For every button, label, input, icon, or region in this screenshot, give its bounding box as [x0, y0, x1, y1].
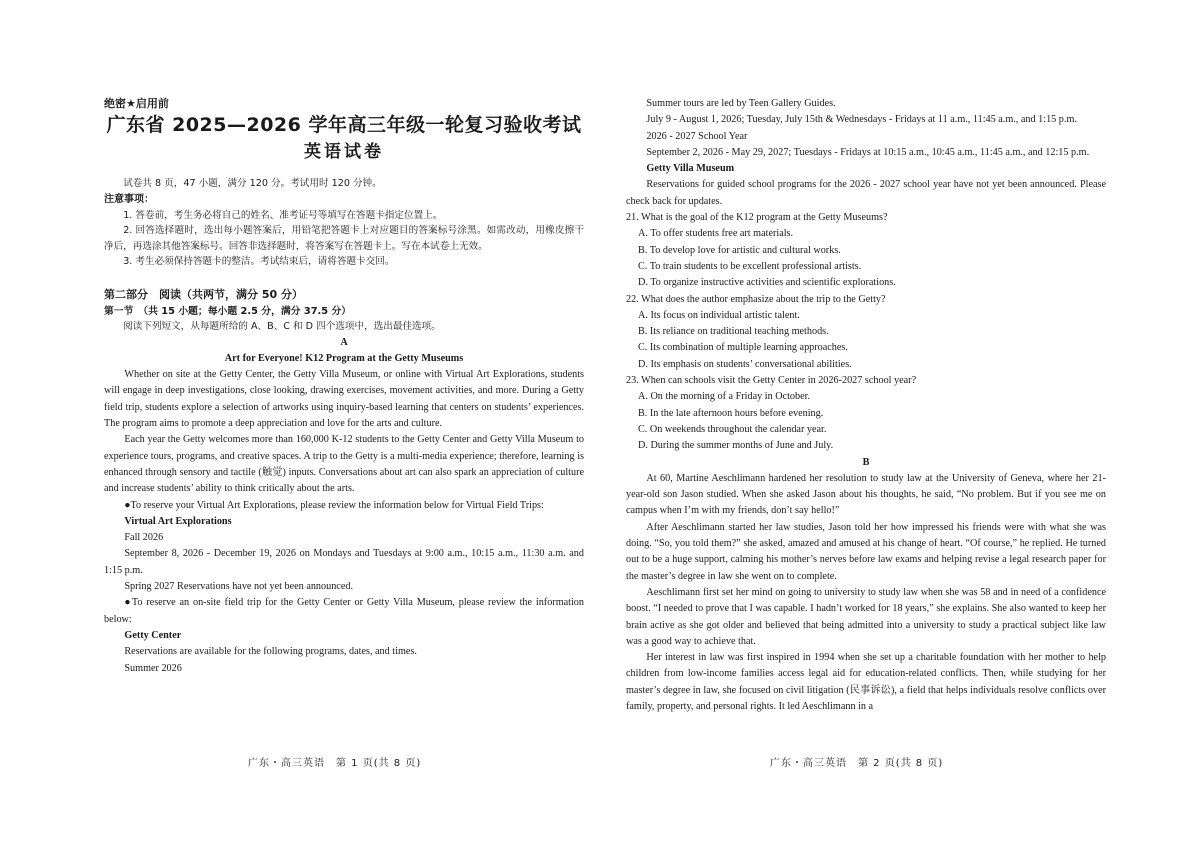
paragraph: After Aeschlimann started her law studies, Jason told her how impressed his friends were with what she was doing. “So, you told them?” she asked, amazed and amused at his change of heart. “Of course,” he replied. He turned out to be a huge support, calming his mother’s nerves before law exams and helping revise a legal research paper for the master’s degree in law she went on to complete.	[626, 521, 1106, 582]
page-footer: 广东・高三英语 第 2 页(共 8 页)	[770, 758, 944, 769]
section-instructions: 阅读下列短文，从每题所给的 A、B、C 和 D 四个选项中，选出最佳选项。	[123, 320, 441, 332]
option-23b: B. In the late afternoon hours before evening.	[638, 407, 824, 419]
paragraph: Each year the Getty welcomes more than 160,000 K-12 students to the Getty Center and Getty Villa Museum to experience tours, programs, and creative spaces. A trip to the Getty is a multi-media experience; therefore, learning is enhanced through sensory and tactile (触觉) inputs. Conversations about art can also spark an appreciation of culture and increase students’ ability to think critically about the arts.	[104, 434, 584, 495]
term-label: 2026 - 2027 School Year	[646, 130, 748, 142]
option-23c: C. On weekends throughout the calendar year.	[638, 423, 827, 435]
notice-item: 2. 回答选择题时，选出每小题答案后，用铅笔把答题卡上对应题目的答案标号涂黑。如需改动，用橡皮擦干净后，再选涂其他答案标号。回答非选择题时，将答案写在答题卡上。写在本试卷上无效。	[104, 225, 584, 252]
subheading: Getty Center	[124, 629, 182, 641]
schedule-text: July 9 - August 1, 2026; Tuesday, July 15th & Wednesdays - Fridays at 11 a.m., 11:45 a.m., and 1:15 p.m.	[646, 114, 1077, 126]
paragraph: Reservations for guided school programs for the 2026 - 2027 school year have not yet been announced. Please check back for updates.	[626, 179, 1106, 207]
option-22b: B. Its reliance on traditional teaching methods.	[638, 326, 829, 338]
section-heading: 第一节 （共 15 小题；每小题 2.5 分，满分 37.5 分）	[104, 305, 352, 317]
passage-label: B	[862, 456, 870, 468]
page-footer: 广东・高三英语 第 1 页(共 8 页)	[248, 758, 422, 769]
exam-info: 试卷共 8 页，47 小题，满分 120 分。考试用时 120 分钟。	[123, 178, 382, 189]
exam-title: 广东省 2025—2026 学年高三年级一轮复习验收考试	[106, 114, 582, 136]
page-2	[626, 96, 1106, 715]
passage-label: A	[340, 336, 348, 348]
subheading: Getty Villa Museum	[646, 163, 735, 175]
notice-item: 1. 答卷前，考生务必将自己的姓名、准考证号等填写在答题卡指定位置上。	[123, 209, 443, 221]
term-label: Summer 2026	[124, 662, 182, 674]
option-21a: A. To offer students free art materials.	[638, 228, 794, 240]
schedule-text: Spring 2027 Reservations have not yet been announced.	[124, 581, 353, 593]
question-21: 21. What is the goal of the K12 program at the Getty Museums?	[626, 212, 888, 224]
option-23a: A. On the morning of a Friday in October.	[638, 391, 811, 403]
question-22: 22. What does the author emphasize about the trip to the Getty?	[626, 293, 886, 305]
schedule-text: September 8, 2026 - December 19, 2026 on Mondays and Tuesdays at 9:00 a.m., 10:15 a.m., 11:30 a.m. and 1:15 p.m.	[104, 548, 584, 576]
paragraph: Reservations are available for the following programs, dates, and times.	[124, 646, 417, 658]
paragraph: Whether on site at the Getty Center, the Getty Villa Museum, or online with Virtual Art Explorations, students will engage in deep investigations, close looking, drawing exercises, movement activities, and more. During a Getty field trip, students explore a selection of artworks using inquiry-based learning that centers on students’ experiences. The program aims to promote a deep appreciation and love for the arts and culture.	[104, 369, 584, 430]
paragraph: Summer tours are led by Teen Gallery Guides.	[646, 98, 836, 109]
option-22d: D. Its emphasis on students’ conversational abilities.	[638, 358, 852, 370]
paragraph: Aeschlimann first set her mind on going to university to study law when she was 58 and in need of a confidence boost. “I needed to prove that I was capable. I hadn’t worked for 18 years,” she explains. She also wanted to keep her brain active as she got older and believed that being admitted into a university to study a practical subject like law was a good way to achieve that.	[626, 586, 1106, 647]
notice-heading: 注意事项：	[104, 193, 154, 205]
schedule-text: September 2, 2026 - May 29, 2027; Tuesdays - Fridays at 10:15 a.m., 10:45 a.m., 11:45 a.m., and 12:15 p.m.	[646, 146, 1090, 158]
secret-label: 绝密★启用前	[104, 97, 169, 110]
exam-subtitle: 英语试卷	[304, 142, 384, 162]
term-label: Fall 2026	[124, 532, 164, 544]
option-21d: D. To organize instructive activities and scientific explorations.	[638, 277, 896, 289]
subheading: Virtual Art Explorations	[124, 515, 232, 527]
option-22a: A. Its focus on individual artistic talent.	[638, 309, 800, 321]
option-23d: D. During the summer months of June and July.	[638, 440, 834, 452]
option-22c: C. Its combination of multiple learning approaches.	[638, 342, 848, 354]
bullet-paragraph: ●To reserve an on-site field trip for the Getty Center or Getty Villa Museum, please review the information below:	[104, 597, 584, 625]
bullet-paragraph: ●To reserve your Virtual Art Explorations, please review the information below for Virtual Field Trips:	[124, 499, 544, 511]
part-heading: 第二部分 阅读（共两节，满分 50 分）	[104, 287, 303, 301]
page-1	[104, 96, 584, 677]
option-21b: B. To develop love for artistic and cultural works.	[638, 244, 841, 256]
paragraph: At 60, Martine Aeschlimann hardened her resolution to study law at the University of Geneva, where her 21-year-old son Jason studied. When she asked Jason about his thoughts, he said, “No problem. But if you see me on campus when I’m with my friends, don’t say hello!”	[626, 472, 1106, 517]
question-23: 23. When can schools visit the Getty Center in 2026-2027 school year?	[626, 375, 917, 387]
paragraph: Her interest in law was first inspired in 1994 when she set up a charitable foundation with her mother to help children from low-income families access legal aid for education-related conflicts. Then, while studying for her master’s degree in law, she focused on civil litigation (民事诉讼), a field that helps individuals resolve conflicts over family, property, and personal rights. It led Aeschlimann in a	[626, 652, 1106, 712]
passage-title: Art for Everyone! K12 Program at the Getty Museums	[224, 352, 464, 364]
notice-item: 3. 考生必须保持答题卡的整洁。考试结束后，请将答题卡交回。	[123, 256, 395, 268]
option-21c: C. To train students to be excellent professional artists.	[638, 260, 862, 272]
